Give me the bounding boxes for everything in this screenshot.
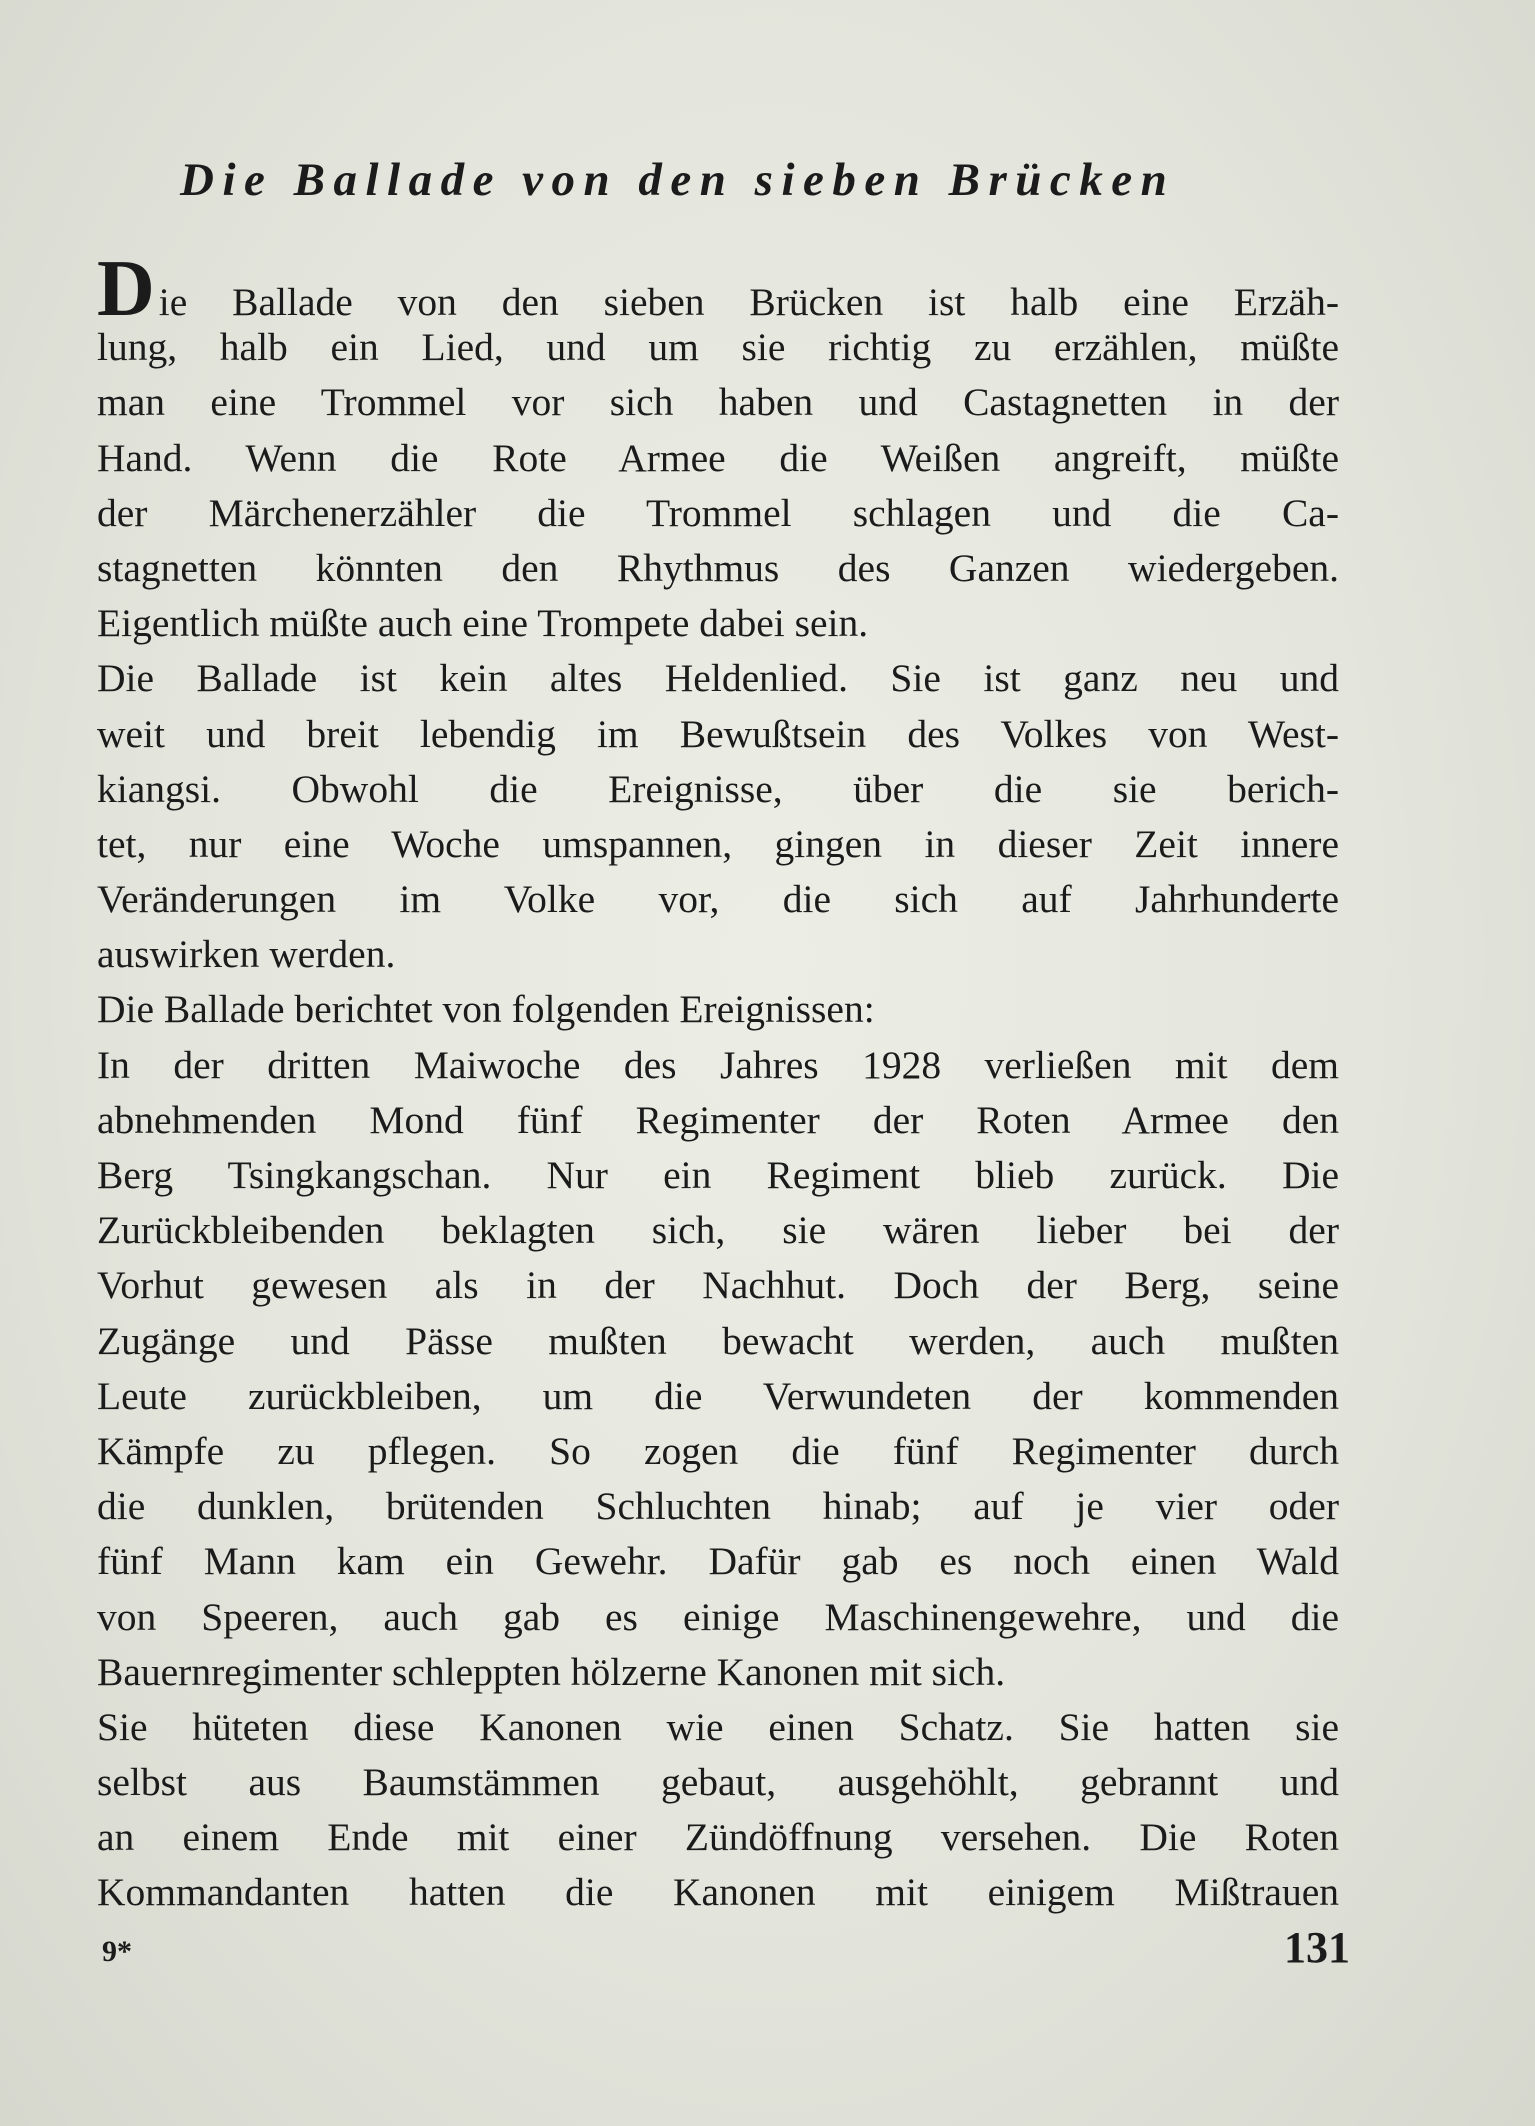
text-line: Leute zurückbleiben, um die Verwundeten der kommenden bbox=[97, 1373, 1339, 1418]
text-line: Die Ballade ist kein altes Heldenlied. Sie ist ganz neu und bbox=[97, 656, 1339, 701]
text-line: Veränderungen im Volke vor, die sich auf Jahrhunderte bbox=[97, 877, 1339, 922]
text-line: weit und breit lebendig im Bewußtsein des Volkes von West- bbox=[97, 711, 1339, 756]
signature-mark: 9* bbox=[102, 1935, 132, 1968]
text-line: Kämpfe zu pflegen. So zogen die fünf Regimenter durch bbox=[97, 1428, 1339, 1473]
text-line: die dunklen, brütenden Schluchten hinab; auf je vier oder bbox=[97, 1484, 1339, 1529]
text-line: Zurückbleibenden beklagten sich, sie wären lieber bei der bbox=[97, 1208, 1339, 1253]
first-line-text: ie Ballade von den sieben Brücken ist halb eine Erzäh- bbox=[158, 280, 1339, 324]
drop-cap: D bbox=[97, 245, 155, 333]
text-line: tet, nur eine Woche umspannen, gingen in dieser Zeit innere bbox=[97, 821, 1339, 866]
text-line: stagnetten könnten den Rhythmus des Ganzen wiedergeben. bbox=[97, 545, 1339, 590]
text-line: Bauernregimenter schleppten hölzerne Kanonen mit sich. bbox=[97, 1649, 1006, 1694]
text-line bbox=[97, 245, 1339, 333]
body-text bbox=[97, 245, 1339, 1921]
text-line: von Speeren, auch gab es einige Maschinengewehre, und die bbox=[97, 1594, 1339, 1639]
text-line: Sie hüteten diese Kanonen wie einen Schatz. Sie hatten sie bbox=[97, 1704, 1339, 1749]
text-line: an einem Ende mit einer Zündöffnung versehen. Die Roten bbox=[97, 1815, 1339, 1860]
text-line: kiangsi. Obwohl die Ereignisse, über die sie berich- bbox=[97, 766, 1339, 811]
text-line: Zugänge und Pässe mußten bewacht werden, auch mußten bbox=[97, 1318, 1339, 1363]
text-line: auswirken werden. bbox=[97, 932, 396, 977]
text-line: Kommandanten hatten die Kanonen mit einigem Mißtrauen bbox=[97, 1870, 1339, 1915]
text-line: Eigentlich müßte auch eine Trompete dabei sein. bbox=[97, 601, 869, 646]
text-line: man eine Trommel vor sich haben und Castagnetten in der bbox=[97, 380, 1339, 425]
text-line: Vorhut gewesen als in der Nachhut. Doch der Berg, seine bbox=[97, 1263, 1339, 1308]
text-line: Hand. Wenn die Rote Armee die Weißen angreift, müßte bbox=[97, 435, 1339, 480]
text-line: Berg Tsingkangschan. Nur ein Regiment blieb zurück. Die bbox=[97, 1153, 1339, 1197]
text-line: lung, halb ein Lied, und um sie richtig zu erzählen, müßte bbox=[97, 325, 1339, 370]
page-number: 131 bbox=[1284, 1923, 1350, 1972]
text-line: In der dritten Maiwoche des Jahres 1928 verließen mit dem bbox=[97, 1042, 1339, 1087]
text-line: der Märchenerzähler die Trommel schlagen und die Ca- bbox=[97, 490, 1339, 535]
text-line: fünf Mann kam ein Gewehr. Dafür gab es noch einen Wald bbox=[97, 1539, 1339, 1584]
chapter-title: Die Ballade von den sieben Brücken bbox=[180, 154, 1176, 206]
text-line: selbst aus Baumstämmen gebaut, ausgehöhlt, gebrannt und bbox=[97, 1760, 1339, 1805]
text-line: Die Ballade berichtet von folgenden Ereignissen: bbox=[97, 987, 875, 1032]
text-line: abnehmenden Mond fünf Regimenter der Roten Armee den bbox=[97, 1097, 1339, 1142]
